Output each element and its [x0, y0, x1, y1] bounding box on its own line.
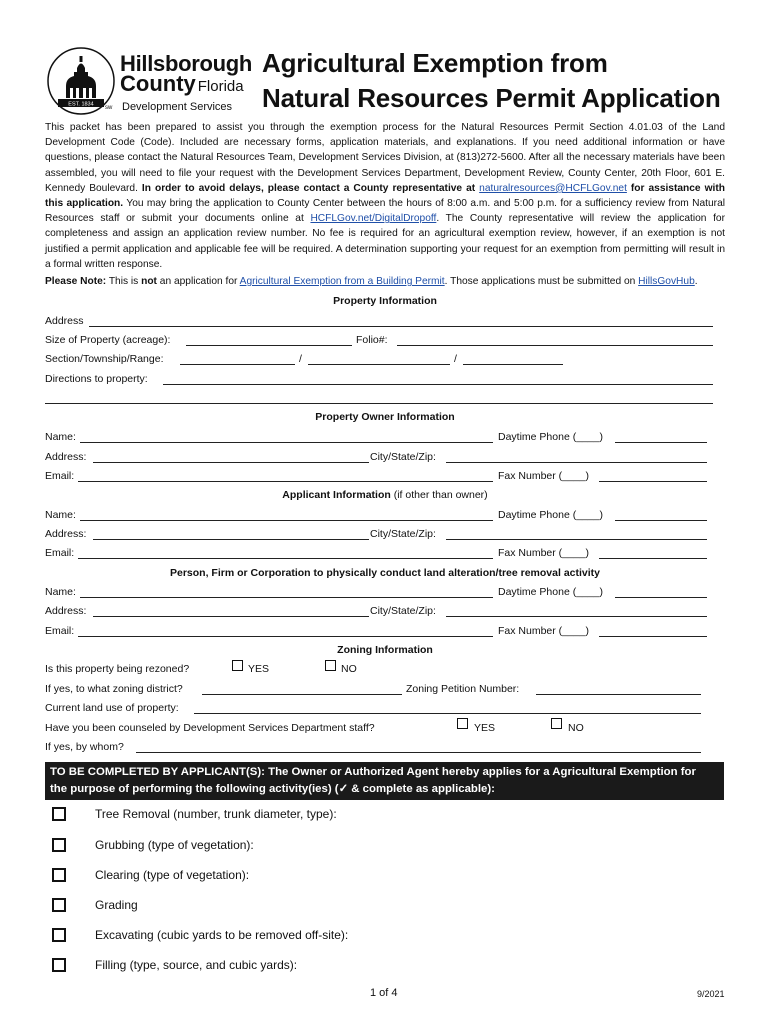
rezoned-no-checkbox[interactable]	[325, 660, 336, 671]
applicant-phone-label: Daytime Phone (____)	[498, 509, 604, 521]
owner-city-field[interactable]	[446, 462, 707, 463]
township-field[interactable]	[308, 364, 450, 365]
title-line-2: Natural Resources Permit Application	[262, 83, 721, 113]
owner-address-field[interactable]	[93, 462, 369, 463]
banner-line-1: TO BE COMPLETED BY APPLICANT(S): The Owner or Authorized Agent hereby applies for a Agricultural Exemption for	[50, 766, 696, 778]
owner-info-heading: Property Owner Information	[315, 411, 455, 423]
applicant-name-label: Name:	[45, 509, 76, 521]
note-not: not	[141, 276, 157, 287]
banner-line-2	[50, 781, 724, 798]
page-title	[262, 46, 721, 116]
section-label: Section/Township/Range:	[45, 353, 164, 365]
firm-name-label: Name:	[45, 586, 76, 598]
directions-field[interactable]	[163, 384, 713, 385]
district-field[interactable]	[202, 694, 402, 695]
brand-county: County	[120, 71, 196, 96]
firm-name-field[interactable]	[80, 597, 493, 598]
brand-name-line1: Hillsborough	[120, 51, 253, 76]
rezoned-yes-label: YES	[248, 663, 270, 675]
hillsgovhub-link[interactable]: HillsGovHub	[638, 276, 695, 287]
intro-bold-2: for assistance with this application.	[45, 182, 725, 210]
by-whom-label: If yes, by whom?	[45, 741, 124, 753]
applicant-heading-note: (if other than owner)	[393, 489, 488, 501]
owner-city-label: City/State/Zip:	[370, 451, 436, 463]
activity-checkbox-grubbing[interactable]	[52, 838, 66, 852]
note-label: Please Note:	[45, 276, 107, 287]
firm-fax-field[interactable]	[599, 636, 707, 637]
counseled-no-label: NO	[568, 722, 584, 734]
applicant-fax-field[interactable]	[599, 558, 707, 559]
directions-label: Directions to property:	[45, 373, 148, 385]
firm-address-field[interactable]	[93, 616, 369, 617]
counseled-no-checkbox[interactable]	[551, 718, 562, 729]
owner-phone-field[interactable]	[615, 442, 707, 443]
rezoned-label: Is this property being rezoned?	[45, 663, 190, 675]
directions-field-2[interactable]	[45, 403, 713, 404]
counseled-yes-checkbox[interactable]	[457, 718, 468, 729]
address-field[interactable]	[89, 326, 713, 327]
current-use-field[interactable]	[194, 713, 701, 714]
applicant-heading-text: Applicant Information	[282, 489, 391, 501]
zoning-info-heading: Zoning Information	[337, 644, 433, 656]
rezoned-yes-checkbox[interactable]	[232, 660, 243, 671]
folio-label: Folio#:	[356, 334, 388, 346]
slash-1: /	[299, 353, 302, 365]
current-use-label: Current land use of property:	[45, 702, 179, 714]
owner-fax-label: Fax Number (____)	[498, 470, 590, 482]
firm-phone-label: Daytime Phone (____)	[498, 586, 604, 598]
applicant-fax-label: Fax Number (____)	[498, 547, 590, 559]
activity-label-filling: Filling (type, source, and cubic yards):	[95, 958, 298, 972]
slash-2: /	[454, 353, 457, 365]
please-note	[45, 274, 735, 289]
digital-dropoff-link[interactable]: HCFLGov.net/DigitalDropoff	[310, 213, 437, 225]
email-link[interactable]: naturalresources@HCFLGov.net	[479, 182, 627, 194]
address-label: Address	[45, 315, 84, 327]
firm-info-heading: Person, Firm or Corporation to physically conduct land alteration/tree removal activity	[169, 567, 601, 579]
banner-line-2a: the purpose of performing the following activity(ies) (	[50, 783, 339, 795]
applicant-name-field[interactable]	[80, 520, 493, 521]
brand-name-line2	[120, 72, 244, 99]
firm-city-label: City/State/Zip:	[370, 605, 436, 617]
applicant-banner	[45, 762, 724, 800]
activity-label-clearing: Clearing (type of vegetation):	[95, 868, 250, 882]
activity-label-tree-removal: Tree Removal (number, trunk diameter, type):	[95, 807, 337, 821]
firm-fax-label: Fax Number (____)	[498, 625, 590, 637]
seal-est-text: EST. 1834	[68, 101, 94, 108]
range-field[interactable]	[463, 364, 563, 365]
activity-label-grading: Grading	[95, 898, 138, 912]
firm-phone-field[interactable]	[615, 597, 707, 598]
title-line-1: Agricultural Exemption from	[262, 48, 608, 78]
activity-checkbox-grading[interactable]	[52, 898, 66, 912]
brand-department: Development Services	[122, 101, 233, 113]
activity-label-excavating: Excavating (cubic yards to be removed off-site):	[95, 928, 349, 942]
size-field[interactable]	[186, 345, 352, 346]
check-icon: ✓	[338, 783, 349, 795]
intro-text-2: You may bring the application to County Center between the hours of 8:00 a.m. and 5:00 p.m. for a sufficiency review from Natural Resources staff or submit your documents online at	[45, 198, 725, 225]
owner-name-label: Name:	[45, 431, 76, 443]
note-end: .	[694, 276, 698, 287]
owner-phone-label: Daytime Phone (____)	[498, 431, 604, 443]
note-text-b: an application for	[159, 276, 238, 287]
counseled-yes-label: YES	[474, 722, 496, 734]
note-text-c: . Those applications must be submitted on	[444, 276, 636, 287]
property-info-heading: Property Information	[333, 295, 437, 307]
brand-sw: sw	[105, 105, 113, 111]
intro-text-1: This packet has been prepared to assist you through the exemption process for the Natural Resources Permit Section 4.01.03 of the Land Development Code (Code). Included are necessary forms, application materials, and explanations. If you need additional information or have questions, please contact the Natural Resources Team, Development Services Division, at (813)272-5600. After all the necessary materials have been assembled, you will need to file your request with the Development Services Department, Development Review, County Center, 20th Floor, 601 E. Kennedy Boulevard.	[45, 122, 725, 194]
applicant-address-field[interactable]	[93, 539, 369, 540]
size-label: Size of Property (acreage):	[45, 334, 171, 346]
counseled-label: Have you been counseled by Development Services Department staff?	[45, 722, 375, 734]
owner-name-field[interactable]	[80, 442, 493, 443]
owner-address-label: Address:	[45, 451, 87, 463]
applicant-phone-field[interactable]	[615, 520, 707, 521]
firm-address-label: Address:	[45, 605, 87, 617]
firm-city-field[interactable]	[446, 616, 707, 617]
by-whom-field[interactable]	[136, 752, 701, 753]
owner-email-field[interactable]	[78, 481, 493, 482]
building-permit-link[interactable]: Agricultural Exemption from a Building Permit	[239, 276, 445, 287]
petition-label: Zoning Petition Number:	[406, 683, 520, 695]
district-label: If yes, to what zoning district?	[45, 683, 183, 695]
note-text-a: This is	[108, 276, 139, 287]
applicant-address-label: Address:	[45, 528, 87, 540]
applicant-info-heading	[0, 489, 770, 501]
section-field[interactable]	[180, 364, 295, 365]
brand-state: Florida	[197, 78, 244, 95]
petition-field[interactable]	[536, 694, 701, 695]
firm-email-label: Email:	[45, 625, 75, 637]
intro-bold-1: In order to avoid delays, please contact a County representative at	[141, 182, 476, 194]
banner-line-2b: & complete as applicable):	[348, 783, 495, 795]
activity-label-grubbing: Grubbing (type of vegetation):	[95, 838, 254, 852]
applicant-city-label: City/State/Zip:	[370, 528, 436, 540]
applicant-email-field[interactable]	[78, 558, 493, 559]
folio-field[interactable]	[397, 345, 713, 346]
intro-paragraph	[45, 120, 725, 272]
revision-date: 9/2021	[697, 989, 725, 999]
rezoned-no-label: NO	[341, 663, 357, 675]
owner-email-label: Email:	[45, 470, 75, 482]
activity-checkbox-filling[interactable]	[52, 958, 66, 972]
activity-checkbox-clearing[interactable]	[52, 868, 66, 882]
owner-fax-field[interactable]	[599, 481, 707, 482]
activity-checkbox-excavating[interactable]	[52, 928, 66, 942]
applicant-city-field[interactable]	[446, 539, 707, 540]
page-number: 1 of 4	[370, 987, 398, 999]
firm-email-field[interactable]	[78, 636, 493, 637]
activity-checkbox-tree-removal[interactable]	[52, 807, 66, 821]
applicant-email-label: Email:	[45, 547, 75, 559]
intro-text-3: . The County representative will review the application for completeness and assign an application review number. No fee is required for an agricultural exemption review, however, if an exemption is not justified a permit application and applicable fee will be required. A determination supporting your request for an exemption from permitting will result in a formal written response.	[45, 213, 725, 270]
